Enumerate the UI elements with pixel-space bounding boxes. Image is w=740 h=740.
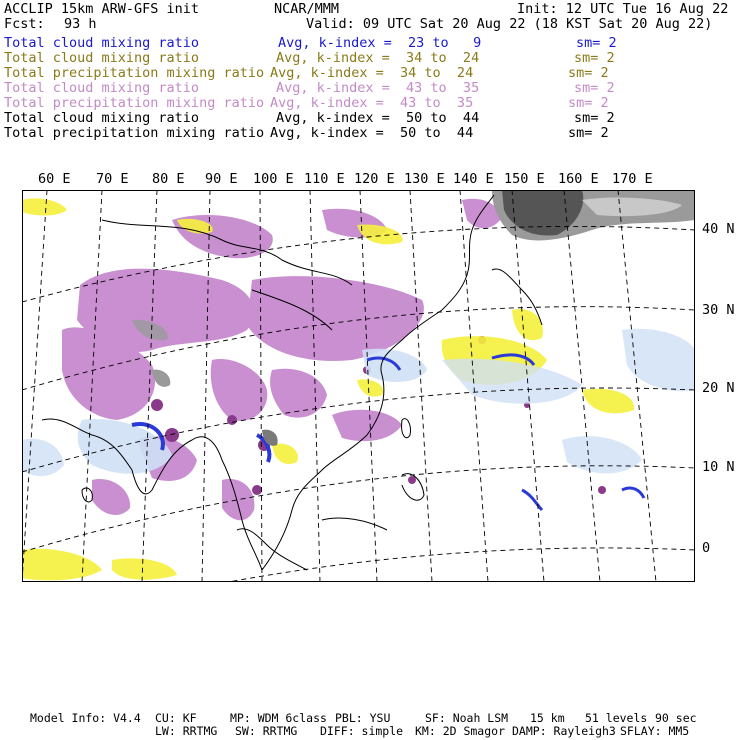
- lon-label: 160 E: [558, 171, 599, 187]
- lon-label: 80 E: [152, 171, 185, 187]
- lat-label: 0: [702, 540, 711, 556]
- lat-label: 10 N: [702, 459, 735, 475]
- fcst-label: Fcst:: [4, 16, 45, 32]
- legend-field: Total cloud mixing ratio: [4, 50, 200, 66]
- legend-avg: Avg, k-index = 50 to 44: [276, 110, 480, 126]
- lat-label: 20 N: [702, 380, 735, 396]
- sw-scheme: SW: RRTMG: [235, 724, 298, 738]
- levels: 51 levels: [585, 711, 648, 725]
- legend-sm: sm= 2: [568, 65, 609, 81]
- sflay-scheme: SFLAY: MM5: [620, 724, 690, 738]
- lat-label: 40 N: [702, 221, 735, 237]
- legend-avg: Avg, k-index = 23 to 9: [278, 35, 482, 51]
- legend-avg: Avg, k-index = 34 to 24: [276, 50, 480, 66]
- legend-sm: sm= 2: [568, 95, 609, 111]
- lon-label: 140 E: [453, 171, 494, 187]
- resolution: 15 km: [530, 711, 565, 725]
- legend-field: Total precipitation mixing ratio: [4, 65, 265, 81]
- lon-label: 70 E: [96, 171, 129, 187]
- legend-sm: sm= 2: [576, 35, 617, 51]
- lon-label: 150 E: [504, 171, 545, 187]
- diff-scheme: DIFF: simple: [320, 724, 404, 738]
- lon-label: 170 E: [612, 171, 653, 187]
- lon-label: 100 E: [253, 171, 294, 187]
- fcst-value: 93 h: [64, 16, 97, 32]
- lw-scheme: LW: RRTMG: [155, 724, 218, 738]
- legend-avg: Avg, k-index = 50 to 44: [270, 125, 474, 141]
- lon-label: 130 E: [404, 171, 445, 187]
- org-label: NCAR/MMM: [274, 1, 340, 17]
- legend-field: Total cloud mixing ratio: [4, 35, 200, 51]
- valid-time: Valid: 09 UTC Sat 20 Aug 22 (18 KST Sat 20 Aug 22): [306, 16, 713, 32]
- legend-sm: sm= 2: [574, 50, 615, 66]
- legend-avg: Avg, k-index = 43 to 35: [276, 80, 480, 96]
- timestep: 90 sec: [655, 711, 697, 725]
- legend-field: Total cloud mixing ratio: [4, 110, 200, 126]
- model-title: ACCLIP 15km ARW-GFS init: [4, 1, 200, 17]
- lon-label: 110 E: [304, 171, 345, 187]
- sf-scheme: SF: Noah LSM: [425, 711, 509, 725]
- legend-field: Total cloud mixing ratio: [4, 80, 200, 96]
- legend-field: Total precipitation mixing ratio: [4, 125, 265, 141]
- km-scheme: KM: 2D Smagor: [415, 724, 506, 738]
- legend-field: Total precipitation mixing ratio: [4, 95, 265, 111]
- legend-sm: sm= 2: [574, 80, 615, 96]
- lon-label: 90 E: [205, 171, 238, 187]
- cloud-map: [22, 190, 695, 582]
- pbl-scheme: PBL: YSU: [335, 711, 391, 725]
- damp-scheme: DAMP: Rayleigh3: [512, 724, 616, 738]
- mp-scheme: MP: WDM 6class: [230, 711, 327, 725]
- lat-label: 30 N: [702, 302, 735, 318]
- legend-avg: Avg, k-index = 43 to 35: [270, 95, 474, 111]
- legend-sm: sm= 2: [574, 110, 615, 126]
- lon-label: 120 E: [354, 171, 395, 187]
- lon-label: 60 E: [38, 171, 71, 187]
- legend-avg: Avg, k-index = 34 to 24: [270, 65, 474, 81]
- init-time: Init: 12 UTC Tue 16 Aug 22: [517, 1, 729, 17]
- model-info: Model Info: V4.4: [30, 711, 141, 725]
- cu-scheme: CU: KF: [155, 711, 197, 725]
- legend-sm: sm= 2: [568, 125, 609, 141]
